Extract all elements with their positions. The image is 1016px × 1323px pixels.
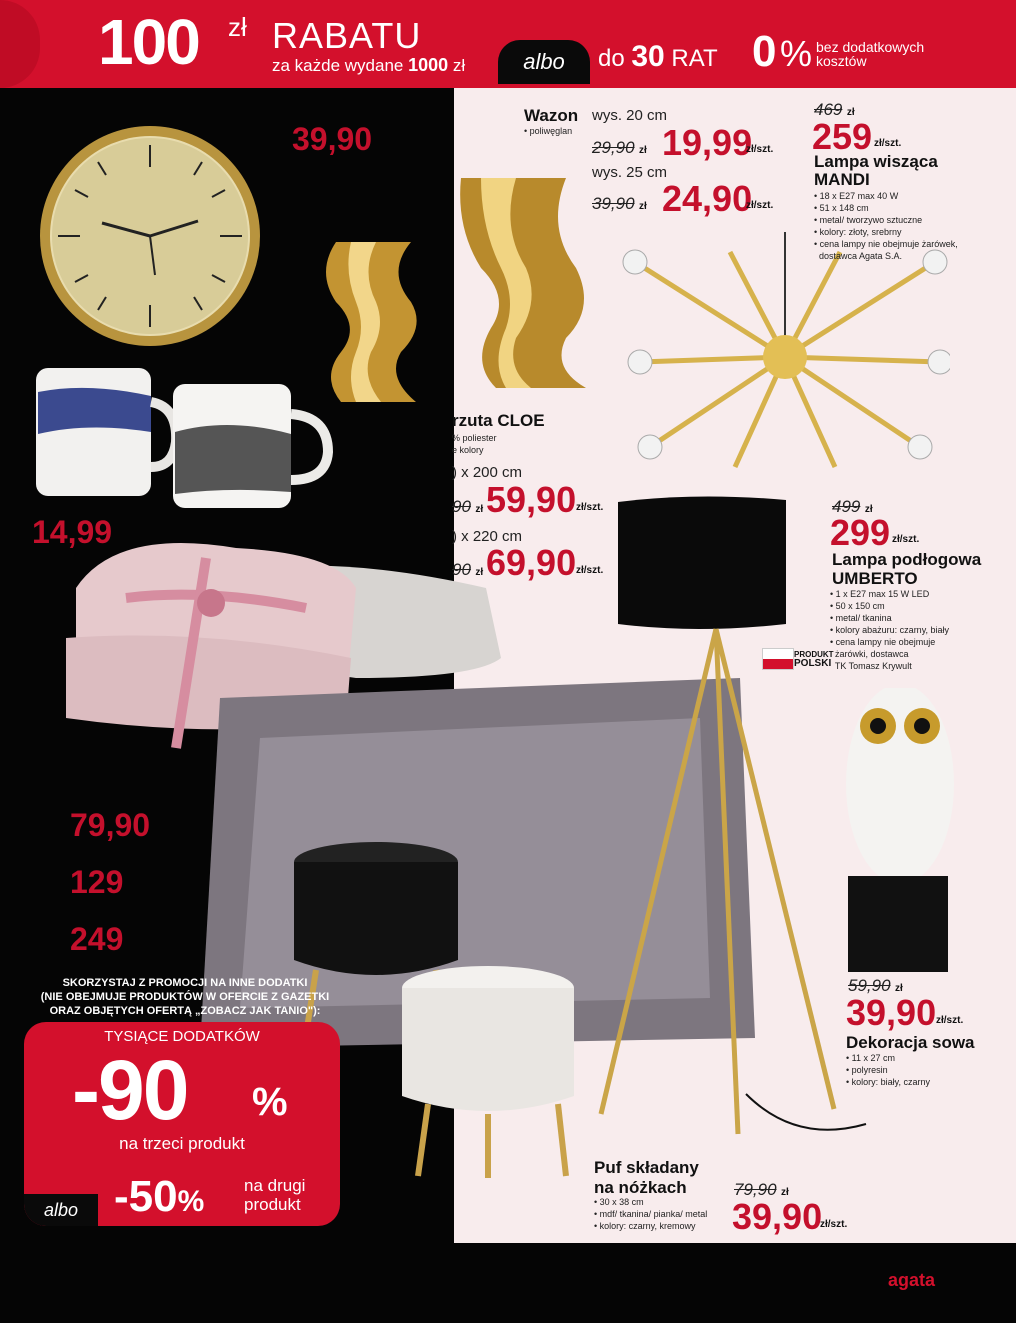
mandi-price: 259	[812, 116, 873, 157]
puf-name-2: na nóżkach	[594, 1178, 687, 1197]
sowa-price: 39,90	[846, 992, 937, 1033]
narzuta-name: rzuta CLOE	[452, 411, 545, 430]
promo-conditions: SKORZYSTAJ Z PROMOCJI NA INNE DODATKI (NIE OBEJMUJE PRODUKTÓW W OFERCIE Z GAZETKI ORAZ OBJĘTYCH OFERTĄ „ZOBACZ JAK TANIO"):	[40, 977, 330, 1017]
rabatu-label: RABATU	[272, 15, 422, 56]
trzeci-produkt-label: na trzeci produkt	[119, 1134, 245, 1153]
white-pouf-image	[398, 966, 582, 1180]
mandi-name-1: Lampa wisząca	[814, 152, 938, 171]
narzuta-unit-1: zł/szt.	[576, 502, 604, 513]
mugs-image	[28, 362, 344, 512]
umberto-name-1: Lampa podłogowa	[832, 550, 982, 569]
mugs-price: 14,99	[32, 514, 113, 550]
owl-figurine-image	[840, 688, 960, 974]
rug-price-1: 79,90	[70, 807, 151, 843]
wall-clock-image	[30, 125, 270, 347]
albo-pill: albo	[498, 40, 590, 84]
tall-gold-vase-image	[456, 168, 596, 396]
wazon-unit-1: zł/szt.	[746, 144, 774, 155]
percent-sign: %	[780, 33, 813, 74]
sowa-bullets: • 11 x 27 cm • polyresin • kolory: biały, czarny	[846, 1053, 931, 1087]
mandi-unit: zł/szt.	[874, 138, 902, 149]
discount-amount: 100	[98, 6, 199, 78]
wazon-old-price-2: 39,90 zł	[592, 194, 647, 213]
agata-logo: agata	[888, 1270, 936, 1290]
umberto-old-price: 499 zł	[832, 497, 873, 516]
narzuta-unit-2: zł/szt.	[576, 565, 604, 576]
mandi-chandelier-image	[620, 232, 950, 482]
discount-currency: zł	[228, 12, 247, 42]
promo-banner	[0, 0, 1016, 88]
narzuta-bullet-1: % poliester	[452, 433, 497, 443]
mandi-bullets: • 18 x E27 max 40 W • 51 x 148 cm • metal/ tworzywo sztuczne • kolory: złoty, srebrny • cena lampy nie obejmuje żarówek, dostawca Agata S.A.	[814, 191, 958, 261]
rug-price-2: 129	[70, 864, 124, 900]
umberto-bullets: • 1 x E27 max 15 W LED • 50 x 150 cm • metal/ tkanina • kolory abażuru: czarny, biały • cena lampy nie obejmuje żarówki, dostawca TK Tomasz Krywult	[830, 589, 950, 671]
umberto-name-2: UMBERTO	[832, 569, 918, 588]
tysiace-label: TYSIĄCE DODATKÓW	[104, 1028, 260, 1045]
wazon-name: Wazon	[524, 106, 579, 125]
umberto-price: 299	[830, 512, 891, 553]
wazon-price-2: 24,90	[662, 178, 753, 219]
wazon-size-1: wys. 20 cm	[592, 107, 668, 124]
rug-price-3: 249	[70, 921, 124, 957]
wazon-size-2: wys. 25 cm	[592, 164, 668, 181]
puf-bullets: • 30 x 38 cm • mdf/ tkanina/ pianka/ metal • kolory: czarny, kremowy	[594, 1197, 708, 1231]
zero-percent: 0	[752, 27, 777, 76]
wazon-bullet: • poliwęglan	[524, 126, 573, 136]
mandi-name-2: MANDI	[814, 170, 870, 189]
puf-old-price: 79,90 zł	[734, 1180, 789, 1199]
narzuta-price-2: 69,90	[486, 542, 577, 583]
drugi-produkt-label: na drugi produkt	[244, 1176, 306, 1214]
banner-tab	[0, 0, 40, 88]
minus-50-label: -50%	[114, 1172, 205, 1221]
narzuta-old-price-1: 90 zł	[452, 497, 484, 516]
albo-label: albo	[24, 1194, 98, 1226]
umberto-unit: zł/szt.	[892, 534, 920, 545]
puf-price: 39,90	[732, 1196, 823, 1237]
narzuta-size-2: ) x 220 cm	[452, 528, 523, 545]
puf-unit: zł/szt.	[820, 1219, 848, 1230]
sowa-old-price: 59,90 zł	[848, 976, 903, 995]
minus-90-label: -90	[72, 1043, 188, 1137]
narzuta-bullet-2: e kolory	[452, 445, 484, 455]
wazon-old-price-1: 29,90 zł	[592, 138, 647, 157]
discount-promo-box	[24, 1022, 340, 1226]
sowa-name: Dekoracja sowa	[846, 1033, 975, 1052]
installments-label: do 30 RAT	[598, 40, 718, 73]
mandi-old-price: 469 zł	[814, 100, 855, 119]
wazon-unit-2: zł/szt.	[746, 200, 774, 211]
puf-name-1: Puf składany	[594, 1158, 699, 1177]
wazon-price-1: 19,99	[662, 122, 753, 163]
produkt-polski-badge: PRODUKT POLSKI	[794, 650, 834, 669]
narzuta-size-1: ) x 200 cm	[452, 464, 523, 481]
no-costs-label: bez dodatkowych kosztów	[816, 39, 925, 69]
narzuta-price-1: 59,90	[486, 479, 577, 520]
footer-strip	[0, 1243, 1016, 1323]
rabatu-sub: za każde wydane 1000 zł	[272, 55, 466, 75]
clock-price: 39,90	[292, 121, 373, 157]
polish-flag-icon	[762, 648, 794, 670]
narzuta-old-price-2: 90 zł	[452, 560, 484, 579]
sowa-unit: zł/szt.	[936, 1015, 964, 1026]
minus-90-percent: %	[252, 1080, 288, 1124]
